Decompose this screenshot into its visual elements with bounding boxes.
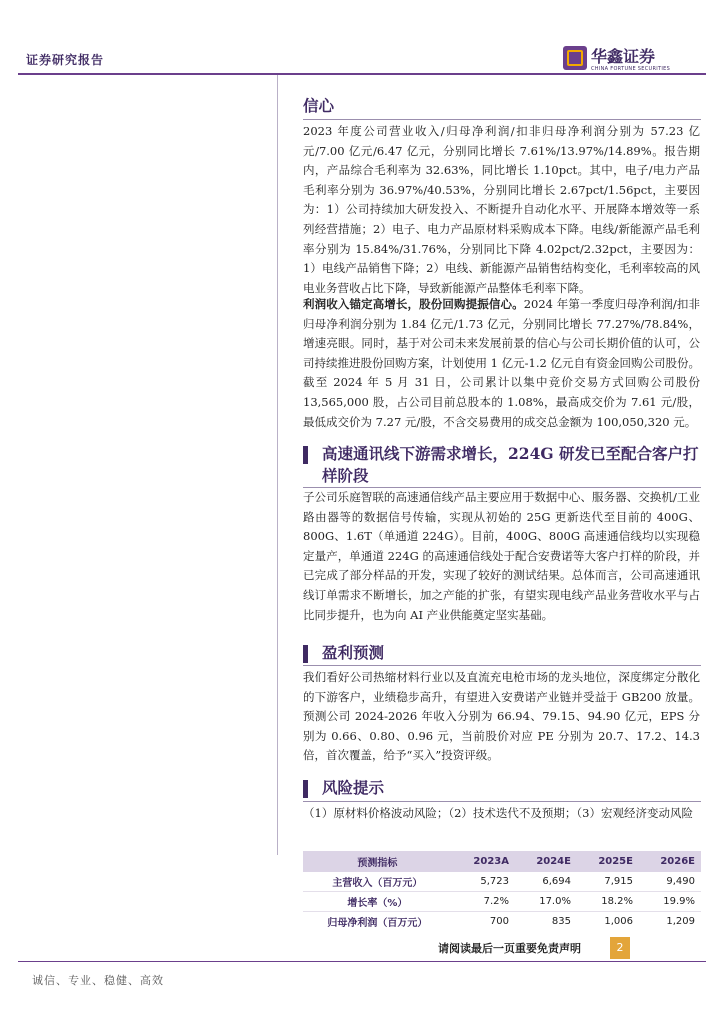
table-row-label: 增长率（%） (303, 892, 452, 912)
table-cell: 6,694 (515, 872, 577, 892)
section-title-highspeed: 高速通讯线下游需求增长，224G 研发已至配合客户打样阶段 (322, 444, 699, 485)
section-title-forecast: 盈利预测 (322, 643, 385, 662)
table-header-cell: 2023A (452, 851, 515, 872)
logo-name-cn: 华鑫证券 (591, 47, 656, 66)
paragraph-buyback-body: 2024 年第一季度归母净利润/扣非归母净利润分别为 1.84 亿元/1.73 亿元，分别同比增长 77.27%/78.84%，增速亮眼。同时，基于对公司未来发展前景的信心与公司长期价值的认可，公司持续推进股份回购方案，计划使用 1 亿元-1.2 亿元自有资金回购公司股份。截至 2024 年 5 月 31 日，公司累计以集中竞价交易方式回购公司股份 13,565,000 股，占公司目前总股本的 1.08%，最高成交价为 7.61 元/股，最低成交价为 7.27 元/股，不含交易费用的成交总金额为 100,050,320 元。 (303, 297, 701, 429)
section-marker (303, 446, 308, 464)
logo-mark-icon (563, 46, 587, 70)
report-type-label: 证券研究报告 (26, 53, 105, 67)
paragraph-risk: （1）原材料价格波动风险；（2）技术迭代不及预期；（3）宏观经济变动风险 (303, 806, 693, 820)
table-cell: 7,915 (577, 872, 639, 892)
section-marker (303, 780, 308, 798)
table-cell: 19.9% (639, 892, 701, 912)
logo-name-en: CHINA FORTUNE SECURITIES (591, 66, 671, 72)
section-marker (303, 645, 308, 663)
company-logo (563, 44, 698, 76)
section-underline (303, 119, 701, 120)
paragraph-buyback-lead: 利润收入锚定高增长，股份回购提振信心。 (303, 297, 524, 311)
paragraph-buyback (303, 295, 700, 432)
page-number: 2 (610, 937, 630, 959)
section-underline (303, 801, 701, 802)
table-row (303, 892, 701, 912)
footer-divider (18, 961, 706, 962)
table-header-cell: 预测指标 (303, 851, 452, 872)
header-divider (18, 73, 706, 75)
table-header-cell: 2024E (515, 851, 577, 872)
paragraph-highspeed: 子公司乐庭智联的高速通信线产品主要应用于数据中心、服务器、交换机/工业路由器等的数据信号传输，实现从初始的 25G 更新迭代至目前的 400G、800G、1.6T（单通道 224G）。目前，400G、800G 高速通信线均以实现稳定量产，单通道 224G 的高速通信线处于配合安费诺等大客户打样的阶段，并已完成了部分样品的开发，实现了较好的测试结果。总体而言，公司高速通讯线订单需求不断增长，加之产能的扩张，有望实现电线产品业务营收水平与占比同步提升，也为向 AI 产业供能奠定坚实基础。 (303, 490, 700, 622)
table-cell: 835 (551, 916, 571, 927)
table-cell: 5,723 (452, 872, 515, 892)
table-row (303, 872, 701, 892)
paragraph-forecast: 我们看好公司热缩材料行业以及直流充电枪市场的龙头地位，深度绑定分散化的下游客户，业绩稳步高升，有望进入安费诺产业链并受益于 GB200 放量。预测公司 2024-2026 年收入分别为 66.94、79.15、94.90 亿元，EPS 分别为 0.66、0.80、0.96 元，当前股价对应 PE 分别为 20.7、17.2、14.3 倍，首次覆盖，给予“买入”投资评级。 (303, 670, 700, 763)
paragraph-performance: 2023 年度公司营业收入/归母净利润/扣非归母净利润分别为 57.23 亿元/7.00 亿元/6.47 亿元，分别同比增长 7.61%/13.97%/14.89%。报告期内，产品综合毛利率为 32.63%，同比增长 1.10pct。其中，电子/电力产品毛利率分别为 36.97%/40.53%，分别同比增长 2.67pct/1.56pct，主要因为：1）公司持续加大研发投入、不断提升自动化水平、开展降本增效等一系列经营措施；2）电子、电力产品原材料采购成本下降。电线/新能源产品毛利率分别为 15.84%/31.76%，分别同比下降 4.02pct/2.32pct，主要因为：1）电线产品销售下降；2）电线、新能源产品销售结构变化，毛利率较高的风电业务营收占比下降，导致新能源产品整体毛利率下降。 (303, 124, 700, 295)
table-cell: 1,209 (666, 916, 695, 927)
disclaimer-notice: 请阅读最后一页重要免责声明 (438, 942, 581, 955)
forecast-table (303, 851, 701, 931)
table-header-cell: 2025E (577, 851, 639, 872)
section-title-fragment: 信心 (303, 96, 335, 115)
table-cell: 9,490 (639, 872, 701, 892)
table-cell: 1,006 (604, 916, 633, 927)
table-row-label: 主营收入（百万元） (303, 872, 452, 892)
table-cell: 18.2% (577, 892, 639, 912)
table-cell: 700 (489, 916, 509, 927)
table-row-label: 归母净利润（百万元） (327, 918, 428, 929)
table-cell: 7.2% (452, 892, 515, 912)
column-divider (277, 75, 278, 855)
footer-slogan: 诚信、专业、稳健、高效 (32, 974, 164, 987)
section-title-risk: 风险提示 (322, 778, 385, 797)
table-row (303, 912, 701, 932)
section-underline (303, 665, 701, 666)
table-cell: 17.0% (515, 892, 577, 912)
table-header-cell: 2026E (639, 851, 701, 872)
